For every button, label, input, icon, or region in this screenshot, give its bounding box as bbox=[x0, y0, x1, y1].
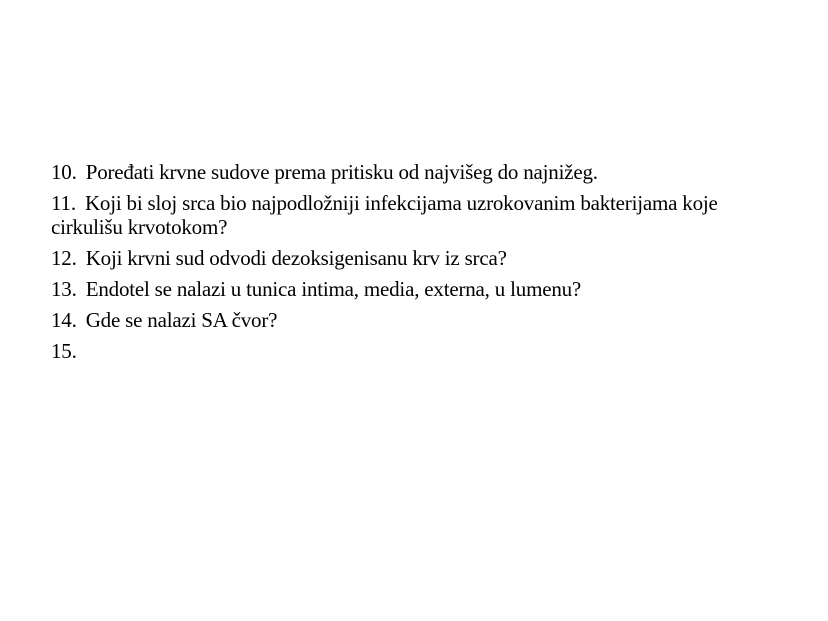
question-item bbox=[51, 277, 771, 301]
question-text: Gde se nalazi SA čvor? bbox=[85, 308, 278, 332]
question-number: 15. bbox=[51, 339, 77, 363]
question-item bbox=[51, 191, 771, 239]
question-number: 14. bbox=[51, 308, 77, 332]
question-number: 10. bbox=[51, 160, 77, 184]
question-number: 11. bbox=[51, 191, 76, 215]
question-number: 13. bbox=[51, 277, 77, 301]
question-item bbox=[51, 339, 771, 363]
question-item bbox=[51, 160, 771, 184]
question-item bbox=[51, 246, 771, 270]
question-text: Koji bi sloj srca bio najpodložniji infekcijama uzrokovanim bakterijama koje cirkulišu krvotokom? bbox=[51, 191, 718, 239]
question-text: Poređati krvne sudove prema pritisku od najvišeg do najnižeg. bbox=[85, 160, 598, 184]
question-list bbox=[51, 160, 771, 370]
question-item bbox=[51, 308, 771, 332]
question-number: 12. bbox=[51, 246, 77, 270]
question-text: Koji krvni sud odvodi dezoksigenisanu krv iz srca? bbox=[85, 246, 507, 270]
question-text: Endotel se nalazi u tunica intima, media, externa, u lumenu? bbox=[85, 277, 582, 301]
